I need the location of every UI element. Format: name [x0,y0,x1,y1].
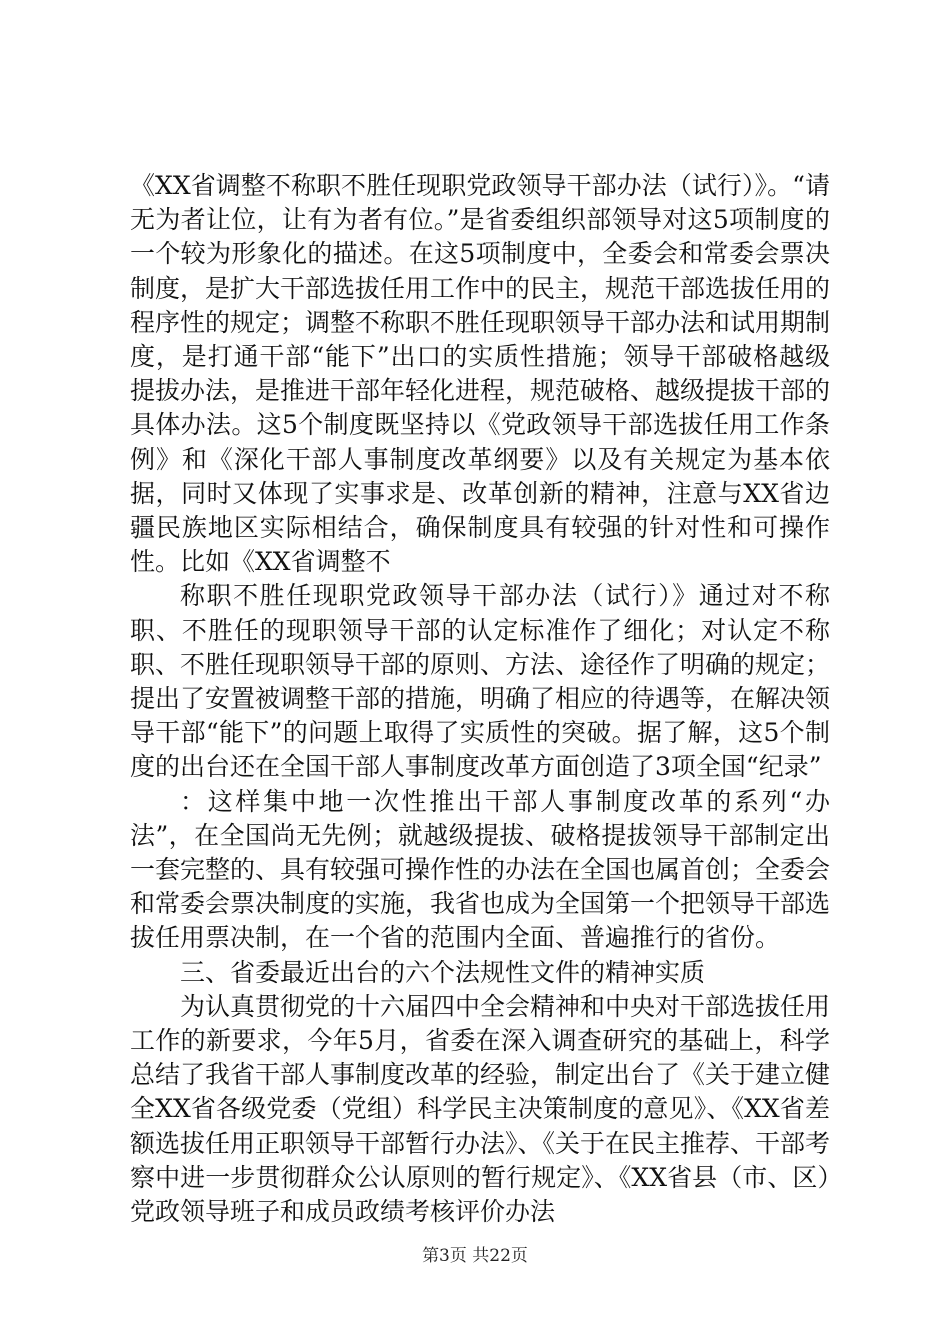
paragraph-3: ：这样集中地一次性推出干部人事制度改革的系列“办法”，在全国尚无先例；就越级提拔、破格提拔领导干部制定出一套完整的、具有较强可操作性的办法在全国也属首创；全委会和常委会票决制度的实施，我省也成为全国第一个把领导干部选拔任用票决制，在一个省的范围内全面、普遍推行的省份。 [130,786,831,953]
section-heading: 三、省委最近出台的六个法规性文件的精神实质 [180,957,706,987]
document-body [130,169,830,1229]
paragraph-2: 称职不胜任现职党政领导干部办法（试行）》通过对不称职、不胜任的现职领导干部的认定标准作了细化；对认定不称职、不胜任现职领导干部的原则、方法、途径作了明确的规定；提出了安置被调整干部的措施，明确了相应的待遇等，在解决领导干部“能下”的问题上取得了实质性的突破。据了解，这5个制度的出台还在全国干部人事制度改革方面创造了3项全国“纪录” [130,581,831,782]
page-number-footer: 第3页 共22页 [422,1246,528,1266]
paragraph-1: 《XX省调整不称职不胜任现职党政领导干部办法（试行）》。“请无为者让位，让有为者有位。”是省委组织部领导对这5项制度的一个较为形象化的描述。在这5项制度中，全委会和常委会票决制度，是扩大干部选拔任用工作中的民主，规范干部选拔任用的程序性的规定；调整不称职不胜任现职领导干部办法和试用期制度，是打通干部“能下”出口的实质性措施；领导干部破格越级提拔办法，是推进干部年轻化进程，规范破格、越级提拔干部的具体办法。这5个制度既坚持以《党政领导干部选拔任用工作条例》和《深化干部人事制度改革纲要》以及有关规定为基本依据，同时又体现了实事求是、改革创新的精神，注意与XX省边疆民族地区实际相结合，确保制度具有较强的针对性和可操作性。比如《XX省调整不 [130,171,831,577]
paragraph-4: 为认真贯彻党的十六届四中全会精神和中央对干部选拔任用工作的新要求，今年5月，省委在深入调查研究的基础上，科学总结了我省干部人事制度改革的经验，制定出台了《关于建立健全XX省各级党委（党组）科学民主决策制度的意见》、《XX省差额选拔任用正职领导干部暂行办法》、《关于在民主推荐、干部考察中进一步贯彻群众公认原则的暂行规定》、《XX省县（市、区）党政领导班子和成员政绩考核评价办法 [130,991,831,1227]
